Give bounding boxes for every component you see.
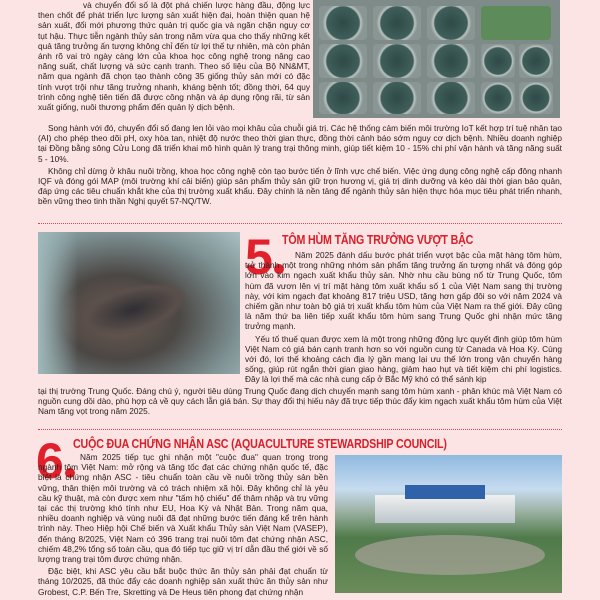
section-5-text [245, 250, 562, 385]
section-5-title: TÔM HÙM TĂNG TRƯỞNG VƯỢT BẬC [282, 232, 474, 247]
intro-lead-paragraph: và chuyển đổi số là đột phá chiến lược hàng đầu, động lực then chốt để phát triển lực lượng sản xuất hiện đại, hoàn thiện quan hệ sản xuất, đổi mới phương thức quản trị quốc gia và ngăn chặn nguy cơ tụt hậu. Thực tiễn ngành thủy sản trong năm vừa qua cho thấy những kết quả tăng trưởng ấn tượng không chỉ đến từ lợi thế tự nhiên, mà còn phản ánh rõ vai trò ngày càng lớn của khoa học công nghệ trong nâng cao năng suất, chất lượng và sức cạnh tranh. Theo số liệu của Bộ NN&MT, năm qua ngành đã chọn tạo thành công 35 giống thủy sản mới có đặc tính vượt trội như tăng trưởng nhanh, kháng bệnh tốt; đồng thời, 64 quy trình công nghệ tiên tiến đã được công nhận và áp dụng rộng rãi, từ sản xuất giống, nuôi thương phẩm đến quản lý dịch bệnh. [38, 0, 310, 113]
intro-paragraph-2: Song hành với đó, chuyển đổi số đang len lỏi vào mọi khâu của chuỗi giá trị. Các hệ thống cảm biến môi trường IoT kết hợp trí tuệ nhân tạo (AI) cho phép theo dõi pH, oxy hòa tan, nhiệt độ nước theo thời gian thực, đồng thời cảnh báo sớm nguy cơ dịch bệnh. Nhiều doanh nghiệp tại Đồng bằng sông Cửu Long đã triển khai mô hình quản lý trang trại thông minh, giúp tiết kiệm 10 - 15% chi phí vận hành và tăng năng suất 5 - 10%. [38, 123, 562, 164]
section-6-paragraph-1: Năm 2025 tiếp tục ghi nhận một "cuộc đua" quan trọng trong ngành tôm Việt Nam: mở rộng và tăng tốc đạt các chứng nhận quốc tế, đặc biệt là chứng nhận ASC - tiêu chuẩn toàn cầu về nuôi trồng thủy sản bền vững, thân thiện môi trường và có trách nhiệm xã hội. Đây không chỉ là yêu cầu kỹ thuật, mà còn được xem như "tấm hộ chiếu" để thâm nhập và trụ vững tại các thị trường khó tính như EU, Hoa Kỳ và Nhật Bản. Trong năm qua, nhiều doanh nghiệp và vùng nuôi đã đạt những bước tiến đáng kể trên hành trình này. Theo Hiệp hội Chế biến và Xuất khẩu Thủy sản Việt Nam (VASEP), đến tháng 8/2025, Việt Nam có 396 trang trại nuôi tôm đạt chứng nhận ASC, chiếm 48,2% tổng số toàn cầu, qua đó tiếp tục giữ vị trí dẫn đầu thế giới về số lượng trang trại tôm được chứng nhận. [38, 452, 328, 565]
shrimp-factory-photo [335, 455, 562, 593]
section-divider [38, 429, 562, 430]
intro-paragraph-3: Không chỉ dừng ở khâu nuôi trồng, khoa học công nghệ còn tạo bước tiến ở lĩnh vực chế biến. Việc ứng dụng công nghệ cấp đông nhanh IQF và đóng gói MAP (môi trường khí cải biến) giúp sản phẩm thủy sản giữ trọn hương vị, giá trị dinh dưỡng và kéo dài thời gian bảo quản, đáp ứng các tiêu chuẩn khắt khe của thị trường xuất khẩu. Đây chính là nền tảng để ngành thủy sản hiện thực hóa mục tiêu phát triển nhanh, bền vững theo tinh thần Nghị quyết 57-NQ/TW. [38, 165, 562, 207]
section-5-paragraph-2b: tại thị trường Trung Quốc. Đáng chú ý, người tiêu dùng Trung Quốc đang dịch chuyển mạnh sang tôm hùm xanh - phân khúc mà Việt Nam có nguồn cung dồi dào, phù hợp cả về quy cách lẫn giá bán. Sự thay đổi thị hiếu này đã trực tiếp thúc đẩy kim ngạch xuất khẩu tôm hùm của Việt Nam tăng vọt trong năm 2025. [38, 386, 562, 417]
intro-body-text [38, 123, 562, 207]
section-5-number-text: 5 [245, 229, 273, 285]
section-divider [38, 223, 562, 224]
section-6-number-text: 6 [36, 433, 64, 489]
aquaculture-ponds-photo [313, 0, 560, 118]
section-5-paragraph-1: Năm 2025 đánh dấu bước phát triển vượt bậc của mặt hàng tôm hùm, trở thành một trong những nhóm sản phẩm tăng trưởng ấn tượng nhất và đóng góp lớn vào kim ngạch xuất khẩu thủy sản. Nhờ nhu cầu bùng nổ từ Trung Quốc, tôm hùm đã vươn lên vị trí mặt hàng tôm xuất khẩu số 1 của Việt Nam sang thị trường này, với kim ngạch đạt khoảng 817 triệu USD, tăng hơn gấp đôi so với năm 2024 và chiếm gần như toàn bộ giá trị xuất khẩu tôm hùm của Việt Nam ra thế giới. Đây cũng là năm thứ ba liên tiếp xuất khẩu tôm hùm sang Trung Quốc ghi nhận mức tăng trưởng mạnh. [245, 250, 562, 332]
section-5-paragraph-2a: Yếu tố thuế quan được xem là một trong những động lực quyết định giúp tôm hùm Việt Nam có giá bán cạnh tranh hơn so với nguồn cung từ Canada và Hoa Kỳ. Cùng với đó, lợi thế khoảng cách địa lý gần mang lại ưu thế lớn trong vận chuyển hàng sống, giúp rút ngắn thời gian giao hàng, giảm hao hụt và tiết kiệm chi phí logistics. Đây là lợi thế mà các nhà cung cấp ở Bắc Mỹ khó có thể sánh kịp [245, 333, 562, 385]
section-6-title: CUỘC ĐUA CHỨNG NHẬN ASC (AQUACULTURE STEWARDSHIP COUNCIL) [73, 436, 447, 451]
intro-lead-text [38, 0, 310, 112]
section-6-paragraph-2: Đặc biệt, khi ASC yêu cầu bắt buộc thức ăn thủy sản phải đạt chuẩn từ tháng 10/2025, đã thúc đẩy các doanh nghiệp sản xuất thức ăn thủy sản như Grobest, C.P. Bến Tre, Skretting và De Heus tiên phong đạt chứng nhận [38, 566, 328, 597]
section-5-text-full [38, 386, 562, 417]
lobster-photo [38, 232, 240, 374]
section-6-text [38, 452, 328, 597]
